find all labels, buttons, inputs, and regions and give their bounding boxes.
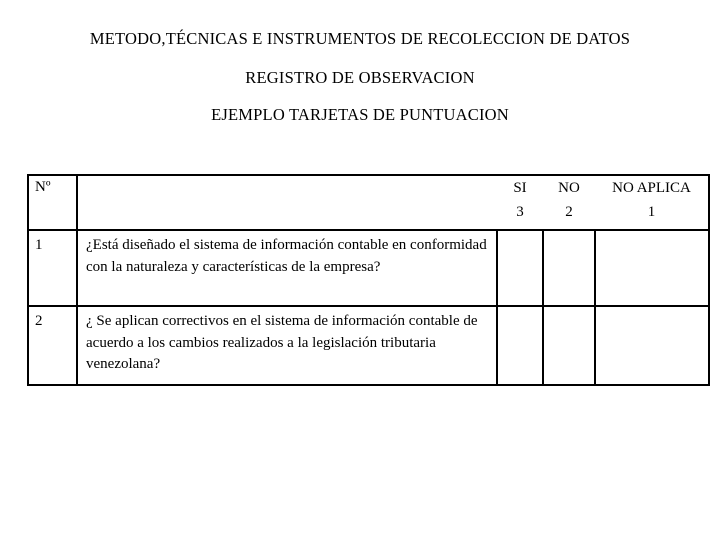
answer-cell-no[interactable] — [543, 230, 595, 306]
option-label-no-aplica: NO APLICA — [612, 180, 691, 196]
row-number: 1 — [28, 230, 77, 306]
answer-cell-si[interactable] — [497, 230, 543, 306]
question-column-header — [77, 175, 497, 230]
score-card-table — [27, 174, 710, 386]
option-header-si — [497, 175, 543, 230]
answer-cell-si[interactable] — [497, 306, 543, 385]
question-text: ¿ Se aplican correctivos en el sistema de información contable de acuerdo a los cambios realizados a la legislación tributaria venezolana? — [77, 306, 497, 385]
option-score-no: 2 — [565, 204, 573, 220]
answer-cell-no[interactable] — [543, 306, 595, 385]
example-heading: EJEMPLO TARJETAS DE PUNTUACION — [211, 105, 509, 124]
option-header-no-aplica — [595, 175, 709, 230]
row-number: 2 — [28, 306, 77, 385]
answer-cell-no-aplica[interactable] — [595, 306, 709, 385]
table-row — [28, 306, 709, 385]
option-label-si: SI — [513, 180, 527, 196]
table-row — [28, 230, 709, 306]
question-text: ¿Está diseñado el sistema de información contable en conformidad con la naturaleza y características de la empresa? — [77, 230, 497, 306]
answer-cell-no-aplica[interactable] — [595, 230, 709, 306]
document-subtitle: REGISTRO DE OBSERVACION — [245, 68, 475, 87]
option-label-no: NO — [558, 180, 580, 196]
option-header-no — [543, 175, 595, 230]
document-title: METODO,TÉCNICAS E INSTRUMENTOS DE RECOLECCION DE DATOS — [89, 29, 631, 48]
option-score-si: 3 — [516, 204, 524, 220]
table-header-row — [28, 175, 709, 230]
option-score-no-aplica: 1 — [647, 204, 656, 220]
number-column-header: Nº — [28, 175, 77, 230]
